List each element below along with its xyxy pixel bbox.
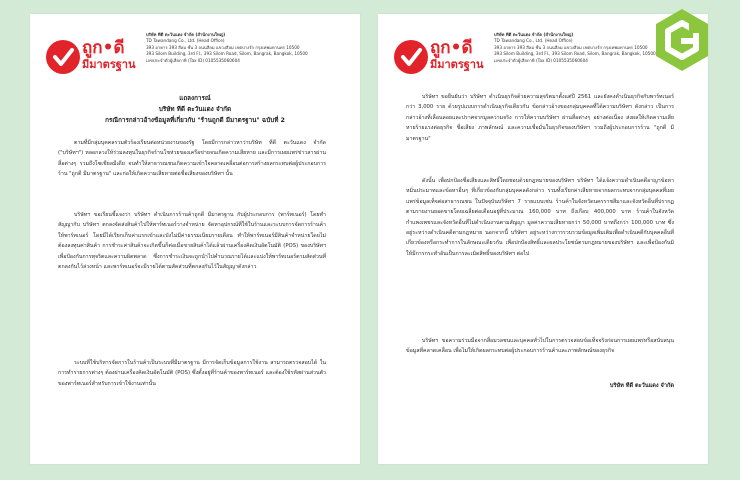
- company-name-th: บริษัท ทีดี ตะวันแดง จำกัด (สำนักงานใหญ่): [146, 32, 226, 37]
- paragraph: บริษัทฯ ขอเรียนชี้แจงว่า บริษัทฯ ดำเนินการร้านค้าถูกดี มีมาตรฐาน กับผู้ประกอบการ (พาร์ทเนอร์) โดยทำสัญญากับ บริษัทฯ ตกลงจัดส่งสินค้าไปให้พาร์ทเนอร์วางจำหน่าย จัดหาอุปกรณ์ที่ใช้ในร้านและระบบการจัดการร้านค้าให้พาร์ทเนอร์ โดยมีได้เรียกเก็บค่าแรกเข้าและบังไม่มีค่าธรรมเนียมรายเดือน ทำให้พาร์ทเนอร์มีสินค้าจำหน่ายโดยไม่ต้องลงทุนค่าสินค้า การชำระค่าสินค้าจะเกิดขึ้นก็ต่อเมื่อขายสินค้าได้แล้วผ่านเครื่องคิดเงินอัตโนมัติ (POS) ของบริษัทฯ เพื่อป้องกันการทุจริตและความผิดพลาด ซึ่งการชำระเงินจะถูกนำไปคำนวณรายได้และแบ่งให้พาร์ทเนอร์ตามสัดส่วนที่ตกลงกันไว้ล่วงหน้า และพาร์ทเนอร์จะมีรายได้ตามสัดส่วนที่ตกลงกันไว้ในสัญญาดังกล่าว: [58, 212, 326, 271]
- company-address-th: 393 อาคาร 393 สีลม ชั้น 3 ถนนสีลม แขวงสีลม เขตบางรัก กรุงเทพมหานคร 10500: [494, 44, 648, 50]
- statement-subject: กรณีการกล่าวอ้างข้อมูลที่เกี่ยวกับ "ร้านถูกดี มีมาตรฐาน" ฉบับที่ 2: [105, 117, 285, 124]
- paragraph: บริษัทฯ ขอความร่วมมือจากสื่อมวลชนและบุคคลทั่วไปในการตรวจสอบข้อเท็จจริงก่อนการเผยแพร่หรือสนับสนุนข้อมูลที่คลาดเคลื่อน เพื่อไม่ให้เกิดผลกระทบต่อผู้ประกอบการร้านค้าและภาพลักษณ์ของธุรกิจ: [406, 338, 674, 355]
- logo-main-text: ถูก•ดี: [82, 38, 125, 58]
- green-logo-mark-icon: [653, 7, 711, 73]
- company-name-en: TD Tawandang Co., Ltd. (Head Office): [146, 38, 225, 44]
- logo-main-text: ถูก•ดี: [430, 38, 473, 58]
- statement-company-name: บริษัท ทีดี ตะวันแดง จำกัด: [158, 106, 232, 113]
- paragraph: บริษัทฯ ขอยืนยันว่า บริษัทฯ ดำเนินธุรกิจด้วยความสุจริตมาตั้งแต่ปี 2561 และยังคงดำเนินธุรกิจกับพาร์ทเนอร์กว่า 3,000 ราย ด้วยรูปแบบการดำเนินธุรกิจเดียวกัน ข้อกล่าวอ้างของกลุ่มบุคคลที่ได้ความบริษัทฯ ดังกล่าว เป็นการกล่าวอ้างที่เลื่อนลอยและปราศจากมูลความจริง การให้ความบริษัทฯ ผ่านสื่อต่างๆ อย่างต่อเนื่อง ส่งผลให้เกิดความเสียหายร้ายแรงต่อธุรกิจ ชื่อเสียง ภาพลักษณ์ และความเชื่อมั่นในธุรกิจของบริษัทฯ รวมถึงผู้ประกอบการร้าน "ถูกดี มีมาตรฐาน": [406, 94, 674, 142]
- company-address-th: 393 อาคาร 393 สีลม ชั้น 3 ถนนสีลม แขวงสีลม เขตบางรัก กรุงเทพมหานคร 10500: [146, 44, 300, 50]
- checkmark-badge-icon: [46, 40, 80, 74]
- signature-company-name: บริษัท ทีดี ตะวันแดง จำกัด: [609, 383, 674, 389]
- company-name-en: TD Tawandang Co., Ltd. (Head Office): [494, 38, 573, 44]
- letterhead-company-info: [146, 32, 351, 64]
- logo-sub-text: มีมาตรฐาน: [430, 58, 484, 71]
- document-title: แถลงการณ์: [179, 95, 211, 102]
- company-tax-id: เลขประจำตัวผู้เสียภาษี (Tax ID) 0105535060604: [146, 57, 240, 63]
- paragraph: ตามที่มีกลุ่มบุคคลรวมตัวร้องเรียนต่อหน่วยงานของรัฐ โดยมีการกล่าวหาว่าบริษัท ทีดี ตะวันแดง จำกัด ("บริษัทฯ") หลอกลวงให้ร่วมลงทุนในธุรกิจร้านโชห่วยของเครือข่ายจนเกิดความเสียหาย และมีการเผยแพร่ข่าวสารผ่านสื่อต่างๆ รวมถึงโซเชียลมีเดีย จนทำให้สาธารณชนเกิดความเข้าใจคลาดเคลื่อนต่อการสร้างผลกระทบต่อผู้ประกอบการร้าน "ถูกดี มีมาตรฐาน" และก่อให้เกิดความเสียหายต่อชื่อเสียงของบริษัทฯ นั้น: [58, 140, 326, 178]
- document-page-1: [30, 14, 360, 464]
- logo-sub-text: มีมาตรฐาน: [82, 58, 136, 71]
- company-tax-id: เลขประจำตัวผู้เสียภาษี (Tax ID) 0105535060604: [494, 57, 588, 63]
- brand-logo: [394, 36, 484, 80]
- checkmark-badge-icon: [394, 40, 428, 74]
- company-address-en: 393 Silom Building, 3rd Fl., 393 Silom Road, Silom, Bangrak, Bangkok, 10500: [146, 51, 308, 57]
- company-name-th: บริษัท ทีดี ตะวันแดง จำกัด (สำนักงานใหญ่): [494, 32, 574, 37]
- paragraph: ระบบที่ใช้บริหารจัดการในร้านค้าเป็นระบบที่มีมาตรฐาน มีการจัดเก็บข้อมูลการใช้งาน สามารถตรวจสอบได้ ในการทำรายการต่างๆ ต้องผ่านเครื่องคิดเงินอัตโนมัติ (POS) ซึ่งตั้งอยู่ที่ร้านค้าของพาร์ทเนอร์ และต้องใช้รหัสผ่านส่วนตัวของพาร์ทเนอร์สำหรับการเข้าใช้งานเท่านั้น: [58, 360, 326, 387]
- paragraph: ดังนั้น เพื่อปกป้องชื่อเสียงและสิทธิ์โดยชอบด้วยกฎหมายของบริษัทฯ บริษัทฯ ได้แจ้งความดำเนินคดีอาญาข้อหาหมิ่นประมาทและข้อหาอื่นๆ ที่เกี่ยวข้องกับกลุ่มบุคคลดังกล่าว รวมทั้งเรียกค่าเสียหายจากผลกระทบจากกลุ่มบุคคลที่เผยแพร่ข้อมูลเท็จต่อสาธารณชน ในปัจจุบันบริษัทฯ 7 รายแบบเช่น ร้านค้าในจังหวัดนครราชสีมาและจังหวัดอื่นที่ปรากฏตามรายงานยอดขายโดยเฉลี่ยต่อเดือนอยู่ที่ประมาณ 160,000 บาท ถึงเกือบ 400,000 บาท ร้านค้าในจังหวัดกำแพงเพชรและจังหวัดอื่นที่ไม่ดำเนินงานตามสัญญา มูลค่าความเสียหายกว่า 50,000 บาทถึงกว่า 100,000 บาท ซึ่งอยู่ระหว่างดำเนินคดีตามกฎหมาย นอกจากนี้ บริษัทฯ อยู่ระหว่างการรวบรวมข้อมูลเพิ่มเติมเพื่อดำเนินคดีกับบุคคลอื่นที่เกี่ยวข้องหรือกระทำการในลักษณะเดียวกัน เพื่อปกป้องสิทธิ์และผลประโยชน์ตามกฎหมายของบริษัทฯ และเพื่อป้องกันมิให้มีการกระทำอันเป็นการละเมิดสิทธิ์ของบริษัทฯ ต่อไป: [406, 178, 674, 257]
- brand-logo: [46, 36, 136, 80]
- document-page-2: [378, 14, 708, 464]
- company-address-en: 393 Silom Building, 3rd Fl., 393 Silom Road, Silom, Bangrak, Bangkok, 10500: [494, 51, 656, 57]
